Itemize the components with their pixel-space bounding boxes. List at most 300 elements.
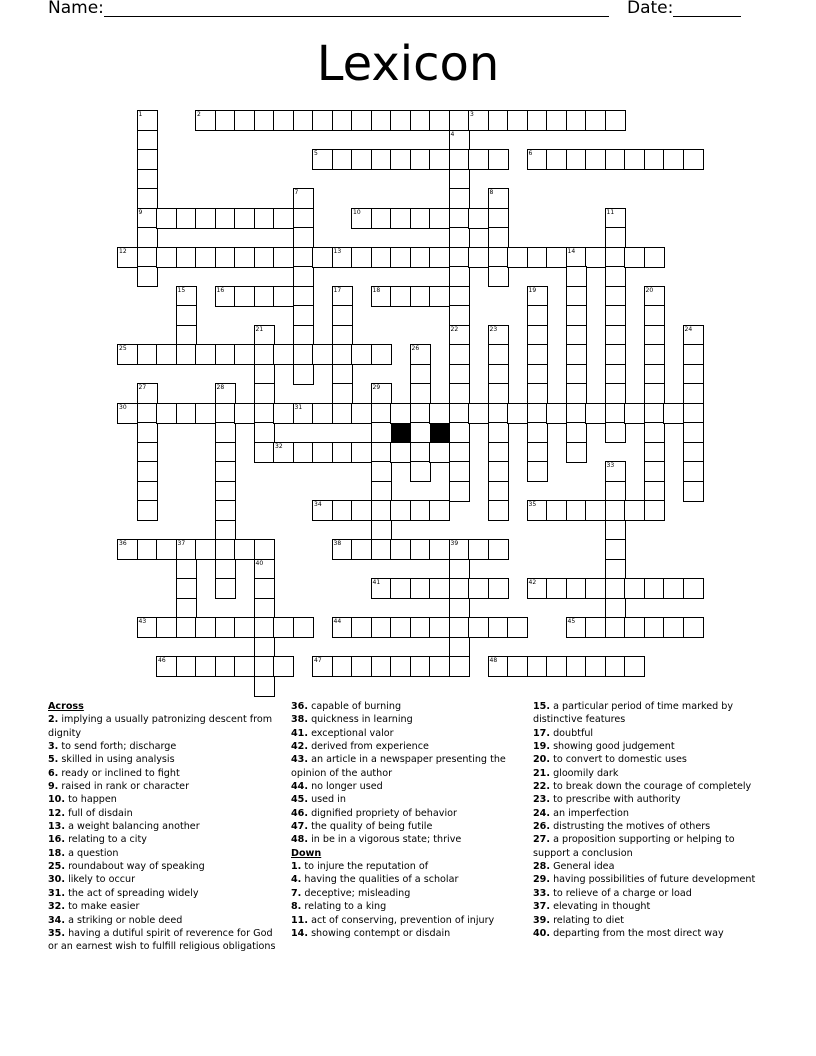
grid-cell[interactable] (332, 344, 353, 365)
grid-cell[interactable] (507, 656, 528, 677)
grid-cell[interactable] (449, 266, 470, 287)
grid-cell[interactable] (410, 539, 431, 560)
grid-cell[interactable] (312, 247, 333, 268)
grid-cell[interactable] (332, 305, 353, 326)
grid-cell[interactable] (683, 344, 704, 365)
grid-cell[interactable] (566, 266, 587, 287)
grid-cell[interactable] (390, 442, 411, 463)
grid-cell[interactable] (215, 617, 236, 638)
grid-cell[interactable] (605, 227, 626, 248)
grid-cell[interactable] (156, 403, 177, 424)
grid-cell[interactable] (273, 656, 294, 677)
grid-cell[interactable] (605, 247, 626, 268)
grid-cell[interactable] (215, 403, 236, 424)
grid-cell[interactable] (449, 403, 470, 424)
grid-cell[interactable] (176, 598, 197, 619)
grid-cell[interactable] (449, 442, 470, 463)
grid-cell[interactable] (527, 305, 548, 326)
grid-cell[interactable] (644, 344, 665, 365)
grid-cell[interactable] (527, 364, 548, 385)
grid-cell[interactable] (410, 403, 431, 424)
grid-cell[interactable] (351, 617, 372, 638)
grid-cell[interactable] (605, 266, 626, 287)
grid-cell[interactable] (254, 617, 275, 638)
grid-cell[interactable] (429, 403, 450, 424)
grid-cell[interactable] (254, 344, 275, 365)
grid-cell[interactable] (312, 403, 333, 424)
grid-cell[interactable] (429, 247, 450, 268)
grid-cell[interactable] (585, 656, 606, 677)
grid-cell[interactable] (351, 149, 372, 170)
grid-cell[interactable] (176, 305, 197, 326)
grid-cell[interactable] (468, 617, 489, 638)
grid-cell[interactable] (312, 344, 333, 365)
grid-cell[interactable] (254, 247, 275, 268)
grid-cell[interactable] (605, 364, 626, 385)
grid-cell[interactable] (449, 286, 470, 307)
grid-cell[interactable] (254, 208, 275, 229)
grid-cell[interactable] (390, 500, 411, 521)
grid-cell[interactable] (195, 208, 216, 229)
grid-cell[interactable] (663, 617, 684, 638)
grid-cell[interactable] (644, 461, 665, 482)
grid-cell[interactable] (254, 539, 275, 560)
grid-cell[interactable] (293, 344, 314, 365)
grid-cell[interactable] (488, 149, 509, 170)
grid-cell[interactable] (390, 656, 411, 677)
grid-cell[interactable] (234, 539, 255, 560)
grid-cell[interactable] (449, 656, 470, 677)
grid-cell[interactable] (215, 208, 236, 229)
grid-cell[interactable] (293, 442, 314, 463)
grid-cell[interactable] (254, 383, 275, 404)
grid-cell[interactable] (234, 656, 255, 677)
grid-cell[interactable] (449, 227, 470, 248)
grid-cell[interactable] (215, 578, 236, 599)
grid-cell[interactable] (390, 403, 411, 424)
grid-cell[interactable] (215, 247, 236, 268)
grid-cell[interactable] (566, 656, 587, 677)
grid-cell[interactable] (449, 383, 470, 404)
grid-cell[interactable] (488, 266, 509, 287)
grid-cell[interactable] (137, 539, 158, 560)
grid-cell[interactable] (390, 110, 411, 131)
grid-cell[interactable] (585, 149, 606, 170)
grid-cell[interactable] (488, 461, 509, 482)
grid-cell[interactable] (332, 364, 353, 385)
grid-cell[interactable] (585, 500, 606, 521)
grid-cell[interactable] (527, 110, 548, 131)
grid-cell[interactable] (566, 110, 587, 131)
grid-cell[interactable] (254, 364, 275, 385)
grid-cell[interactable] (195, 247, 216, 268)
grid-cell[interactable] (488, 500, 509, 521)
grid-cell[interactable] (156, 617, 177, 638)
grid-cell[interactable] (273, 208, 294, 229)
grid-cell[interactable] (449, 637, 470, 658)
grid-cell[interactable] (351, 656, 372, 677)
grid-cell[interactable] (429, 617, 450, 638)
grid-cell[interactable] (254, 637, 275, 658)
grid-cell[interactable] (273, 247, 294, 268)
grid-cell[interactable] (449, 305, 470, 326)
grid-cell[interactable] (371, 442, 392, 463)
grid-cell[interactable] (683, 364, 704, 385)
grid-cell[interactable] (449, 461, 470, 482)
grid-cell[interactable] (527, 656, 548, 677)
grid-cell[interactable] (507, 617, 528, 638)
grid-cell[interactable] (624, 656, 645, 677)
grid-cell[interactable] (371, 247, 392, 268)
grid-cell[interactable] (176, 403, 197, 424)
grid-cell[interactable] (488, 617, 509, 638)
grid-cell[interactable] (527, 422, 548, 443)
grid-cell[interactable] (527, 325, 548, 346)
grid-cell[interactable] (293, 110, 314, 131)
grid-cell[interactable] (683, 481, 704, 502)
grid-cell[interactable] (527, 344, 548, 365)
grid-cell[interactable] (137, 247, 158, 268)
grid-cell[interactable] (234, 617, 255, 638)
grid-cell[interactable] (566, 383, 587, 404)
grid-cell[interactable] (644, 422, 665, 443)
grid-cell[interactable] (312, 110, 333, 131)
grid-cell[interactable] (390, 617, 411, 638)
grid-cell[interactable] (449, 617, 470, 638)
grid-cell[interactable] (605, 617, 626, 638)
grid-cell[interactable] (507, 110, 528, 131)
grid-cell[interactable] (410, 461, 431, 482)
grid-cell[interactable] (273, 403, 294, 424)
grid-cell[interactable] (215, 461, 236, 482)
grid-cell[interactable] (585, 403, 606, 424)
grid-cell[interactable] (566, 325, 587, 346)
grid-cell[interactable] (488, 383, 509, 404)
grid-cell[interactable] (137, 481, 158, 502)
grid-cell[interactable] (215, 559, 236, 580)
grid-cell[interactable] (605, 344, 626, 365)
grid-cell[interactable] (137, 227, 158, 248)
grid-cell[interactable] (429, 208, 450, 229)
grid-cell[interactable] (195, 617, 216, 638)
grid-cell[interactable] (546, 656, 567, 677)
grid-cell[interactable] (449, 578, 470, 599)
grid-cell[interactable] (410, 500, 431, 521)
grid-cell[interactable] (644, 481, 665, 502)
grid-cell[interactable] (605, 578, 626, 599)
grid-cell[interactable] (137, 130, 158, 151)
grid-cell[interactable] (624, 617, 645, 638)
grid-cell[interactable] (176, 247, 197, 268)
grid-cell[interactable] (546, 110, 567, 131)
grid-cell[interactable] (371, 617, 392, 638)
grid-cell[interactable] (371, 208, 392, 229)
grid-cell[interactable] (429, 149, 450, 170)
grid-cell[interactable] (663, 149, 684, 170)
grid-cell[interactable] (156, 208, 177, 229)
grid-cell[interactable] (566, 364, 587, 385)
grid-cell[interactable] (605, 383, 626, 404)
grid-cell[interactable] (488, 227, 509, 248)
grid-cell[interactable] (351, 403, 372, 424)
grid-cell[interactable] (644, 305, 665, 326)
grid-cell[interactable] (371, 344, 392, 365)
grid-cell[interactable] (605, 559, 626, 580)
grid-cell[interactable] (410, 110, 431, 131)
grid-cell[interactable] (605, 305, 626, 326)
grid-cell[interactable] (371, 110, 392, 131)
grid-cell[interactable] (410, 422, 431, 443)
grid-cell[interactable] (566, 578, 587, 599)
grid-cell[interactable] (351, 344, 372, 365)
grid-cell[interactable] (488, 578, 509, 599)
grid-cell[interactable] (488, 110, 509, 131)
grid-cell[interactable] (273, 286, 294, 307)
grid-cell[interactable] (683, 403, 704, 424)
grid-cell[interactable] (527, 247, 548, 268)
grid-cell[interactable] (468, 208, 489, 229)
grid-cell[interactable] (449, 208, 470, 229)
grid-cell[interactable] (390, 149, 411, 170)
grid-cell[interactable] (351, 247, 372, 268)
grid-cell[interactable] (137, 442, 158, 463)
grid-cell[interactable] (312, 442, 333, 463)
grid-cell[interactable] (234, 110, 255, 131)
grid-cell[interactable] (293, 208, 314, 229)
grid-cell[interactable] (176, 325, 197, 346)
grid-cell[interactable] (410, 656, 431, 677)
grid-cell[interactable] (663, 403, 684, 424)
grid-cell[interactable] (683, 422, 704, 443)
grid-cell[interactable] (234, 403, 255, 424)
grid-cell[interactable] (605, 656, 626, 677)
grid-cell[interactable] (215, 344, 236, 365)
grid-cell[interactable] (488, 539, 509, 560)
grid-cell[interactable] (605, 481, 626, 502)
grid-cell[interactable] (624, 149, 645, 170)
grid-cell[interactable] (371, 481, 392, 502)
grid-cell[interactable] (585, 617, 606, 638)
grid-cell[interactable] (527, 461, 548, 482)
grid-cell[interactable] (488, 422, 509, 443)
grid-cell[interactable] (429, 110, 450, 131)
grid-cell[interactable] (605, 422, 626, 443)
grid-cell[interactable] (137, 422, 158, 443)
grid-cell[interactable] (507, 403, 528, 424)
grid-cell[interactable] (234, 286, 255, 307)
grid-cell[interactable] (273, 110, 294, 131)
grid-cell[interactable] (410, 208, 431, 229)
grid-cell[interactable] (390, 208, 411, 229)
grid-cell[interactable] (195, 403, 216, 424)
grid-cell[interactable] (429, 656, 450, 677)
grid-cell[interactable] (176, 559, 197, 580)
grid-cell[interactable] (488, 208, 509, 229)
grid-cell[interactable] (273, 344, 294, 365)
grid-cell[interactable] (371, 500, 392, 521)
grid-cell[interactable] (390, 247, 411, 268)
grid-cell[interactable] (527, 403, 548, 424)
grid-cell[interactable] (605, 500, 626, 521)
grid-cell[interactable] (137, 266, 158, 287)
grid-cell[interactable] (215, 481, 236, 502)
grid-cell[interactable] (351, 539, 372, 560)
grid-cell[interactable] (254, 442, 275, 463)
grid-cell[interactable] (566, 500, 587, 521)
grid-cell[interactable] (293, 227, 314, 248)
grid-cell[interactable] (429, 500, 450, 521)
grid-cell[interactable] (527, 383, 548, 404)
grid-cell[interactable] (176, 617, 197, 638)
grid-cell[interactable] (293, 617, 314, 638)
grid-cell[interactable] (449, 598, 470, 619)
grid-cell[interactable] (429, 286, 450, 307)
grid-cell[interactable] (410, 617, 431, 638)
grid-cell[interactable] (468, 247, 489, 268)
grid-cell[interactable] (351, 442, 372, 463)
grid-cell[interactable] (624, 578, 645, 599)
grid-cell[interactable] (137, 169, 158, 190)
grid-cell[interactable] (215, 539, 236, 560)
grid-cell[interactable] (488, 403, 509, 424)
grid-cell[interactable] (449, 344, 470, 365)
grid-cell[interactable] (488, 442, 509, 463)
grid-cell[interactable] (488, 247, 509, 268)
grid-cell[interactable] (449, 110, 470, 131)
grid-cell[interactable] (644, 364, 665, 385)
grid-cell[interactable] (176, 656, 197, 677)
grid-cell[interactable] (234, 208, 255, 229)
grid-cell[interactable] (527, 442, 548, 463)
grid-cell[interactable] (683, 383, 704, 404)
grid-cell[interactable] (644, 500, 665, 521)
grid-cell[interactable] (507, 247, 528, 268)
grid-cell[interactable] (605, 403, 626, 424)
grid-cell[interactable] (449, 481, 470, 502)
grid-cell[interactable] (254, 110, 275, 131)
grid-cell[interactable] (332, 442, 353, 463)
grid-cell[interactable] (410, 383, 431, 404)
grid-cell[interactable] (566, 403, 587, 424)
grid-cell[interactable] (683, 578, 704, 599)
grid-cell[interactable] (215, 110, 236, 131)
grid-cell[interactable] (137, 461, 158, 482)
grid-cell[interactable] (332, 656, 353, 677)
grid-cell[interactable] (195, 344, 216, 365)
grid-cell[interactable] (644, 403, 665, 424)
grid-cell[interactable] (624, 247, 645, 268)
grid-cell[interactable] (605, 110, 626, 131)
grid-cell[interactable] (410, 247, 431, 268)
grid-cell[interactable] (332, 149, 353, 170)
grid-cell[interactable] (468, 539, 489, 560)
grid-cell[interactable] (293, 266, 314, 287)
grid-cell[interactable] (468, 403, 489, 424)
grid-cell[interactable] (293, 325, 314, 346)
grid-cell[interactable] (605, 539, 626, 560)
grid-cell[interactable] (468, 149, 489, 170)
grid-cell[interactable] (566, 442, 587, 463)
grid-cell[interactable] (176, 578, 197, 599)
grid-cell[interactable] (605, 520, 626, 541)
grid-cell[interactable] (195, 656, 216, 677)
grid-cell[interactable] (254, 578, 275, 599)
grid-cell[interactable] (605, 286, 626, 307)
grid-cell[interactable] (546, 403, 567, 424)
grid-cell[interactable] (644, 383, 665, 404)
grid-cell[interactable] (683, 461, 704, 482)
grid-cell[interactable] (137, 149, 158, 170)
grid-cell[interactable] (156, 344, 177, 365)
grid-cell[interactable] (215, 442, 236, 463)
grid-cell[interactable] (156, 247, 177, 268)
grid-cell[interactable] (585, 247, 606, 268)
grid-cell[interactable] (254, 422, 275, 443)
grid-cell[interactable] (332, 325, 353, 346)
grid-cell[interactable] (332, 383, 353, 404)
grid-cell[interactable] (566, 149, 587, 170)
grid-cell[interactable] (254, 403, 275, 424)
grid-cell[interactable] (371, 656, 392, 677)
grid-cell[interactable] (429, 442, 450, 463)
grid-cell[interactable] (644, 442, 665, 463)
grid-cell[interactable] (429, 539, 450, 560)
grid-cell[interactable] (644, 617, 665, 638)
grid-cell[interactable] (371, 461, 392, 482)
grid-cell[interactable] (624, 500, 645, 521)
grid-cell[interactable] (546, 578, 567, 599)
grid-cell[interactable] (215, 520, 236, 541)
grid-cell[interactable] (566, 344, 587, 365)
grid-cell[interactable] (410, 578, 431, 599)
grid-cell[interactable] (273, 617, 294, 638)
grid-cell[interactable] (429, 578, 450, 599)
grid-cell[interactable] (156, 539, 177, 560)
grid-cell[interactable] (449, 422, 470, 443)
grid-cell[interactable] (449, 169, 470, 190)
grid-cell[interactable] (332, 110, 353, 131)
grid-cell[interactable] (605, 149, 626, 170)
grid-cell[interactable] (468, 578, 489, 599)
grid-cell[interactable] (449, 149, 470, 170)
grid-cell[interactable] (254, 656, 275, 677)
grid-cell[interactable] (585, 110, 606, 131)
grid-cell[interactable] (371, 539, 392, 560)
grid-cell[interactable] (683, 617, 704, 638)
grid-cell[interactable] (410, 286, 431, 307)
grid-cell[interactable] (137, 188, 158, 209)
grid-cell[interactable] (390, 286, 411, 307)
grid-cell[interactable] (390, 578, 411, 599)
grid-cell[interactable] (234, 247, 255, 268)
grid-cell[interactable] (254, 598, 275, 619)
grid-cell[interactable] (566, 286, 587, 307)
grid-cell[interactable] (351, 500, 372, 521)
grid-cell[interactable] (137, 403, 158, 424)
grid-cell[interactable] (683, 442, 704, 463)
grid-cell[interactable] (332, 403, 353, 424)
grid-cell[interactable] (605, 325, 626, 346)
grid-cell[interactable] (371, 149, 392, 170)
grid-cell[interactable] (137, 344, 158, 365)
grid-cell[interactable] (215, 656, 236, 677)
grid-cell[interactable] (449, 188, 470, 209)
grid-cell[interactable] (683, 149, 704, 170)
grid-cell[interactable] (137, 500, 158, 521)
grid-cell[interactable] (371, 422, 392, 443)
grid-cell[interactable] (254, 676, 275, 697)
grid-cell[interactable] (176, 208, 197, 229)
